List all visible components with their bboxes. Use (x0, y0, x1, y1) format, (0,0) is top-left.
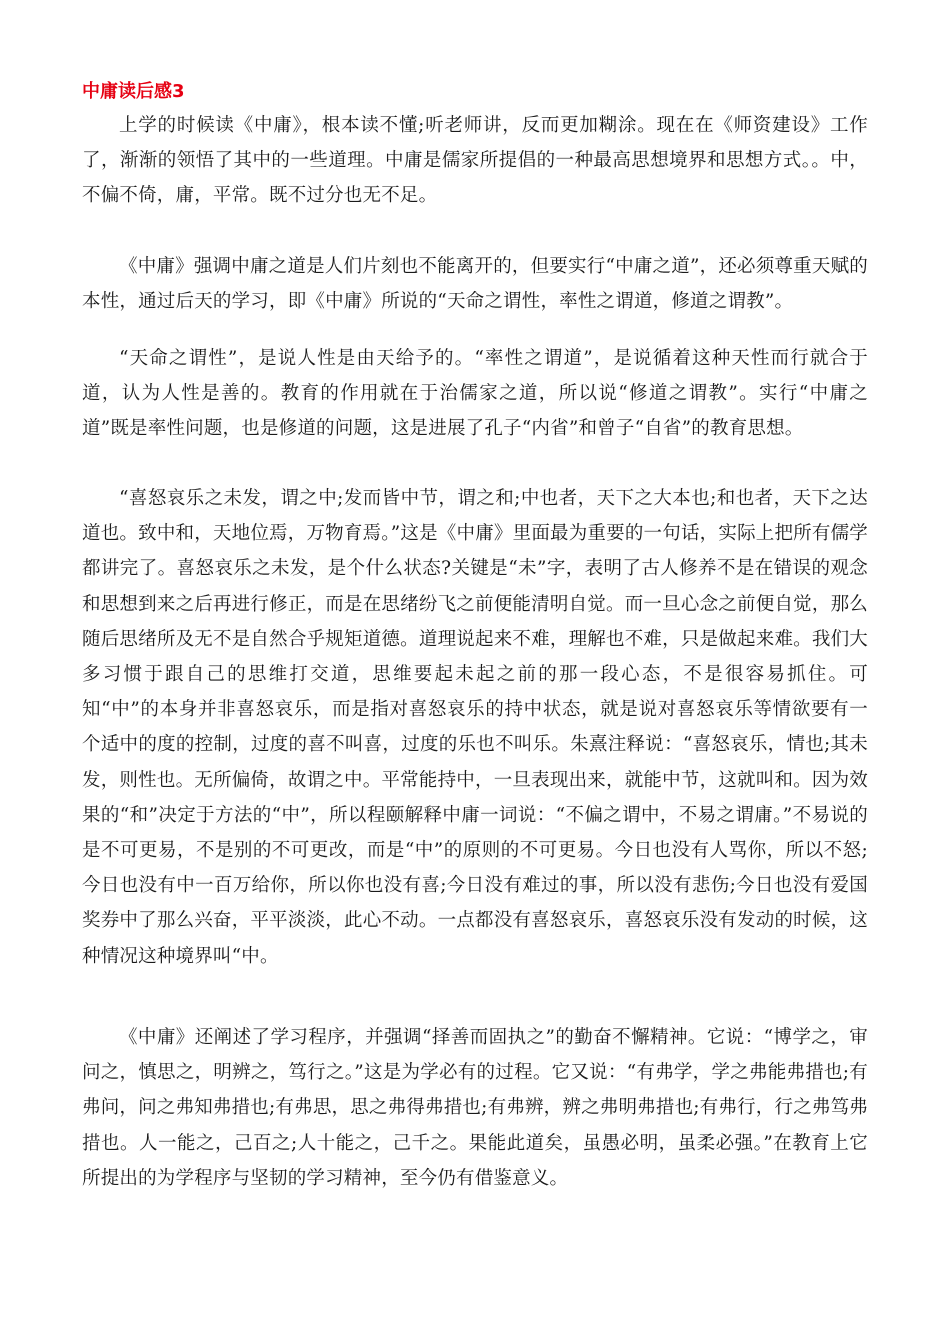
paragraph-1: 上学的时候读《中庸》，根本读不懂;听老师讲，反而更加糊涂。现在在《师资建设》工作了，渐渐的领悟了其中的一些道理。中庸是儒家所提倡的一种最高思想境界和思想方式。。中，不偏不倚，庸，平常。既不过分也无不足。 (82, 115, 868, 207)
document-title: 中庸读后感3 (82, 81, 185, 102)
paragraph-5: 《中庸》还阐述了学习程序，并强调“择善而固执之”的勤奋不懈精神。它说：“博学之，审问之，慎思之，明辨之，笃行之。”这是为学必有的过程。它又说：“有弗学，学之弗能弗措也;有弗问，问之弗知弗措也;有弗思，思之弗得弗措也;有弗辨，辨之弗明弗措也;有弗行，行之弗笃弗措也。人一能之，己百之;人十能之，己千之。果能此道矣，虽愚必明，虽柔必强。”在教育上它所提出的为学程序与坚韧的学习精神，至今仍有借鉴意义。 (82, 1027, 869, 1189)
paragraph-4: “喜怒哀乐之未发，谓之中;发而皆中节，谓之和;中也者，天下之大本也;和也者，天下之达道也。致中和，天地位焉，万物育焉。”这是《中庸》里面最为重要的一句话，实际上把所有儒学都讲完了。喜怒哀乐之未发，是个什么状态?关键是“未”字，表明了古人修养不是在错误的观念和思想到来之后再进行修正，而是在思绪纷飞之前便能清明自觉。而一旦心念之前便自觉，那么随后思绪所及无不是自然合乎规矩道德。道理说起来不难，理解也不难，只是做起来难。我们大多习惯于跟自己的思维打交道，思维要起未起之前的那一段心态，不是很容易抓住。可知“中”的本身并非喜怒哀乐，而是指对喜怒哀乐的持中状态，就是说对喜怒哀乐等情欲要有一个适中的度的控制，过度的喜不叫喜，过度的乐也不叫乐。朱熹注释说：“喜怒哀乐，情也;其未发，则性也。无所偏倚，故谓之中。平常能持中，一旦表现出来，就能中节，这就叫和。因为效果的“和”决定于方法的“中”，所以程颐解释中庸一词说：“不偏之谓中，不易之谓庸。”不易说的是不可更易，不是别的不可更改，而是“中”的原则的不可更易。今日也没有人骂你，所以不怒;今日也没有中一百万给你，所以你也没有喜;今日没有难过的事，所以没有悲伤;今日也没有爱国奖券中了那么兴奋，平平淡淡，此心不动。一点都没有喜怒哀乐，喜怒哀乐没有发动的时候，这种情况这种境界叫“中。 (82, 488, 868, 967)
paragraph-3: “天命之谓性”，是说人性是由天给予的。“率性之谓道”，是说循着这种天性而行就合于道，认为人性是善的。教育的作用就在于治儒家之道，所以说“修道之谓教”。实行“中庸之道”既是率性问题，也是修道的问题，这是进展了孔子“内省”和曾子“自省”的教育思想。 (82, 348, 868, 440)
paragraph-2: 《中庸》强调中庸之道是人们片刻也不能离开的，但要实行“中庸之道”，还必须尊重天赋的本性，通过后天的学习，即《中庸》所说的“天命之谓性，率性之谓道，修道之谓教”。 (82, 256, 868, 313)
